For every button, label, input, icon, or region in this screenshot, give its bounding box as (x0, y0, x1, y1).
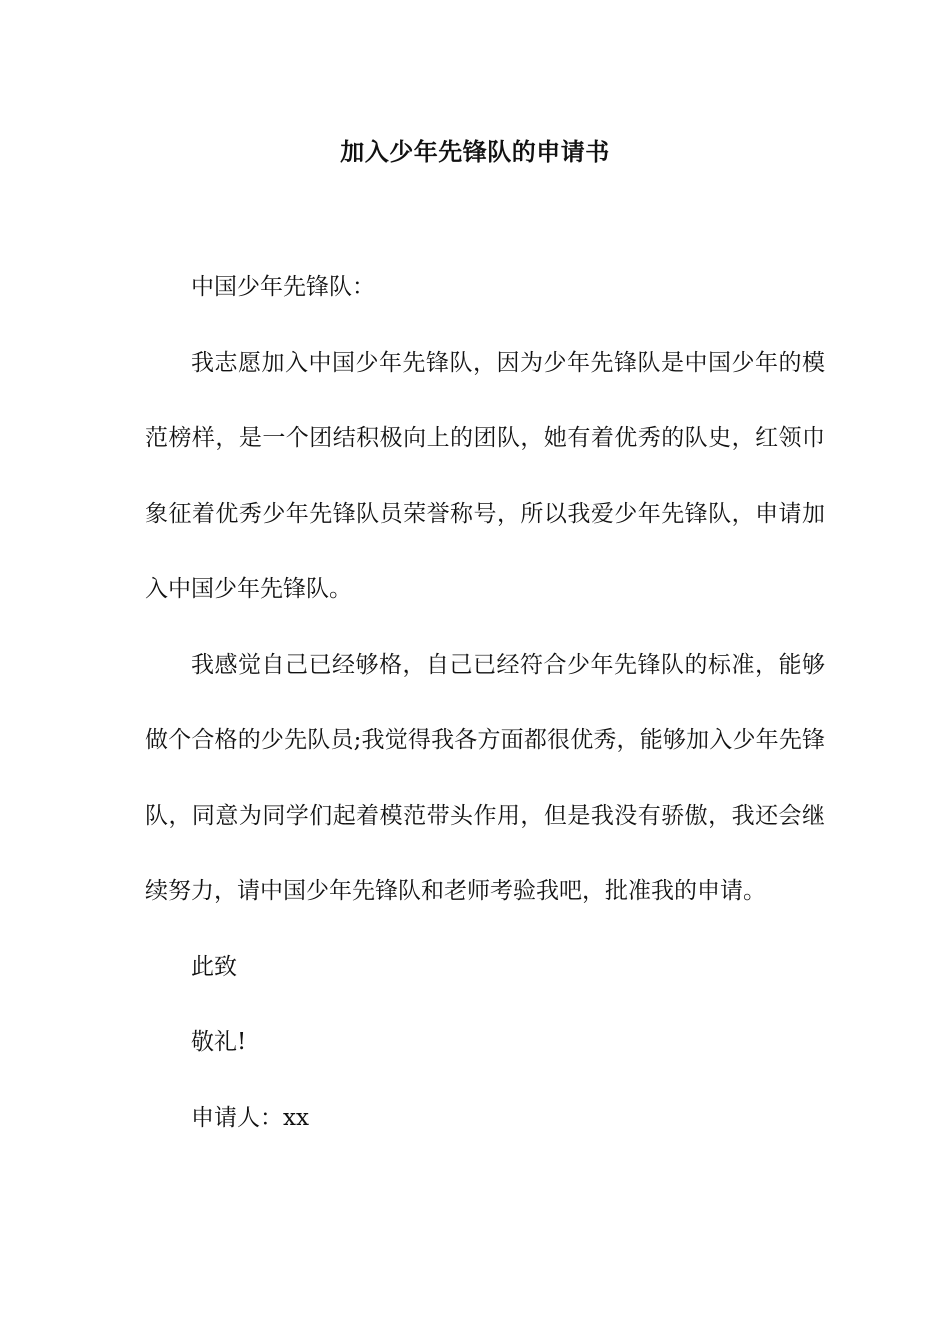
salutation: 中国少年先锋队： (191, 274, 375, 300)
document-body (145, 250, 825, 1156)
closing: 此致 (191, 953, 237, 980)
regards: 敬礼! (191, 1029, 247, 1055)
document-title: 加入少年先锋队的申请书 (340, 138, 610, 166)
applicant-signature: 申请人：xx (191, 1104, 309, 1131)
paragraph-2: 我感觉自己已经够格，自己已经符合少年先锋队的标准，能够做个合格的少先队员;我觉得我各方面都很优秀，能够加入少年先锋队，同意为同学们起着模范带头作用，但是我没有骄傲，我还会继续努力，请中国少年先锋队和老师考验我吧，批准我的申请。 (145, 651, 825, 904)
paragraph-1: 我志愿加入中国少年先锋队，因为少年先锋队是中国少年的模范榜样，是一个团结积极向上的团队，她有着优秀的队史，红领巾象征着优秀少年先锋队员荣誉称号，所以我爱少年先锋队，申请加入中国少年先锋队。 (145, 349, 825, 602)
